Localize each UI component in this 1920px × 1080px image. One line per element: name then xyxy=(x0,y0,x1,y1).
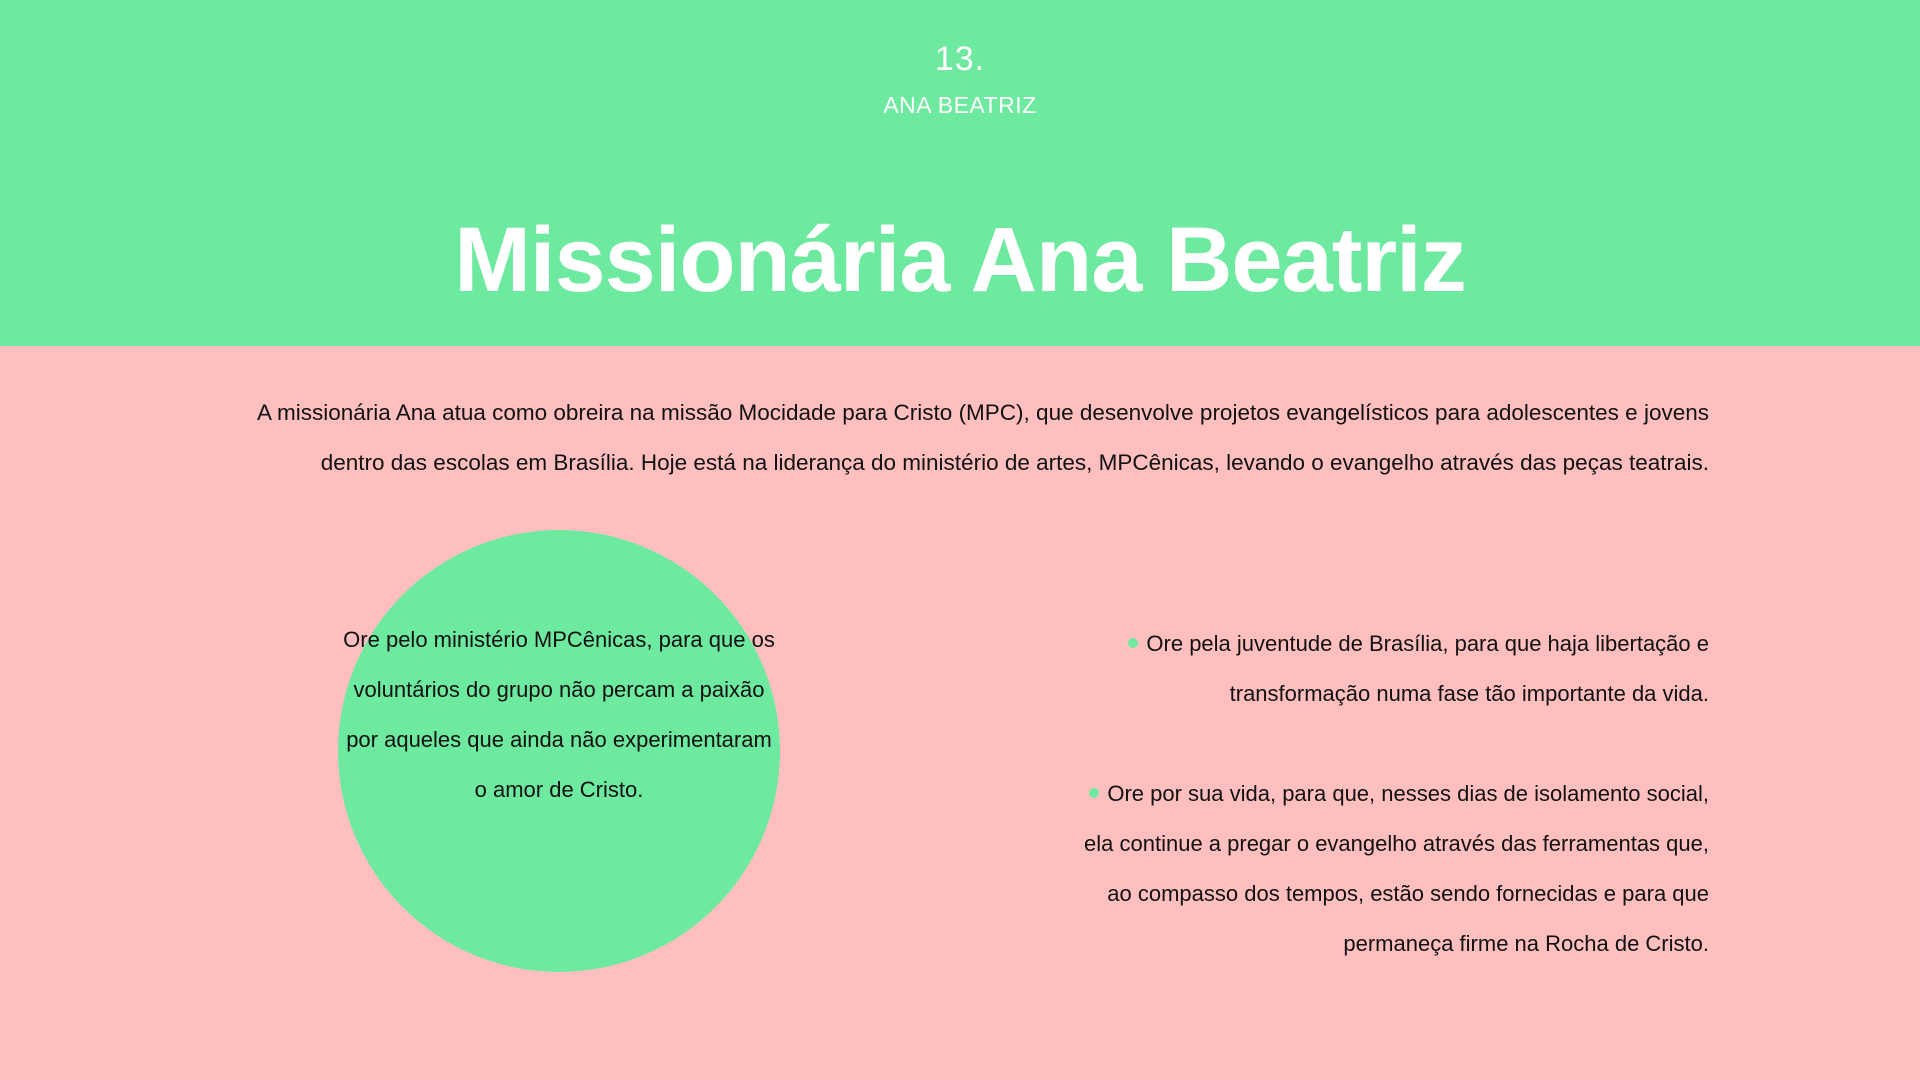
prayer-text: Ore pela juventude de Brasília, para que haja libertação e transformação numa fase tão importante da vida. xyxy=(1146,631,1709,706)
prayer-list xyxy=(1060,619,1709,1019)
page-number: 13. xyxy=(934,40,986,78)
circle-prayer-text: Ore pelo ministério MPCênicas, para que os voluntários do grupo não percam a paixão por aqueles que ainda não experimentaram o amor de Cristo. xyxy=(343,627,775,802)
list-item xyxy=(1060,619,1709,719)
bullet-dot-icon xyxy=(1089,788,1099,798)
page-title: Missionária Ana Beatriz xyxy=(454,209,1466,311)
bullet-dot-icon xyxy=(1128,638,1138,648)
header-band xyxy=(0,0,1920,346)
section-label: ANA BEATRIZ xyxy=(883,92,1037,118)
prayer-text: Ore por sua vida, para que, nesses dias de isolamento social, ela continue a pregar o evangelho através das ferramentas que, ao compasso dos tempos, estão sendo fornecidas e para que permaneça firme na Rocha de Cristo. xyxy=(1084,781,1709,956)
intro-paragraph: A missionária Ana atua como obreira na missão Mocidade para Cristo (MPC), que desenvolve projetos evangelísticos para adolescentes e jovens dentro das escolas em Brasília. Hoje está na liderança do ministério de artes, MPCênicas, levando o evangelho através das peças teatrais. xyxy=(256,400,1709,475)
list-item xyxy=(1060,769,1709,969)
